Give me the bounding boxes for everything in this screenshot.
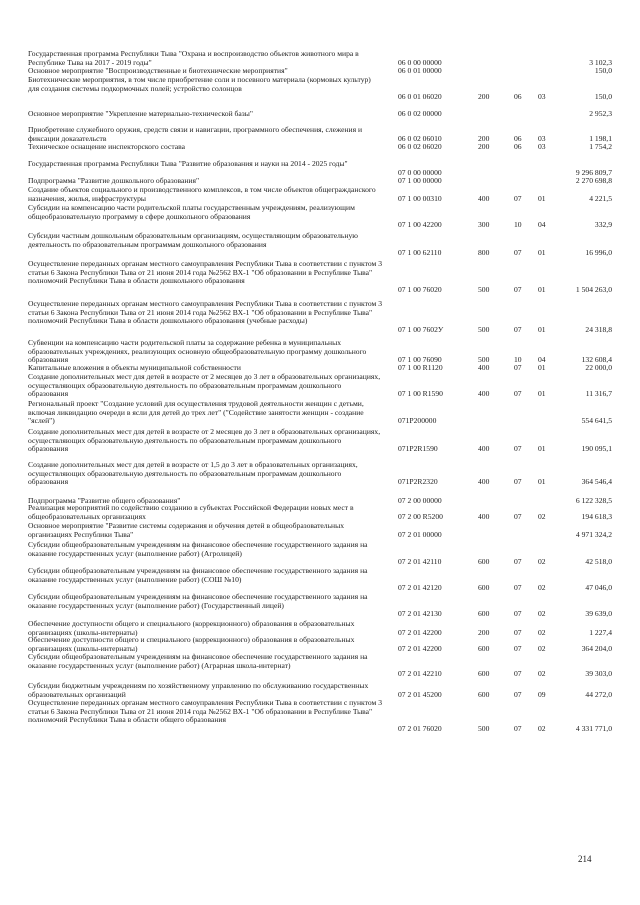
row-pr: 01 — [538, 193, 546, 203]
row-name: Подпрограмма "Развитие дошкольного образования" — [28, 176, 200, 185]
row-pr: 02 — [538, 609, 546, 619]
row-vr: 600 — [478, 689, 490, 699]
row-pr: 01 — [538, 284, 546, 294]
row-name: Создание дополнительных мест для детей в возрасте от 2 месяцев до 3 лет в образовательных организациях, осуществляющих образовательную деятельность по образовательным программам дошкольного образования — [28, 372, 381, 399]
row-pr: 01 — [538, 477, 546, 487]
row-rz: 07 — [514, 389, 522, 399]
row-code: 07 1 00 7602У — [398, 324, 444, 334]
row-code: 07 1 00 R1120 — [398, 363, 443, 372]
row-code: 06 0 02 00000 — [398, 109, 442, 118]
row-name: Субсидии общеобразовательным учреждениям на финансовое обеспечение государственного задания на оказание государственных услуг (выполнение работ) (Агролицей) — [28, 540, 368, 558]
row-code: 07 2 01 45200 — [398, 689, 442, 699]
row-vr: 400 — [478, 511, 490, 521]
row-sum: 194 618,3 — [581, 511, 612, 521]
row-rz: 07 — [514, 444, 522, 454]
row-rz: 10 — [514, 220, 522, 230]
row-rz: 07 — [514, 477, 522, 487]
row-code: 07 1 00 00000 — [398, 176, 442, 185]
row-code: 07 1 00 42200 — [398, 220, 442, 230]
row-name: Биотехнические мероприятия, в том числе приобретение соли и посевного материала (кормовых культур) для создания системы подкормочных полей; устройство солонцов — [28, 75, 371, 93]
row-code: 06 0 01 06020 — [398, 92, 442, 102]
row-pr: 03 — [538, 133, 546, 143]
row-rz: 07 — [514, 723, 522, 733]
row-sum: 16 996,0 — [585, 248, 612, 258]
row-name: Создание дополнительных мест для детей в возрасте от 2 месяцев до 3 лет в образовательных организациях, осуществляющих образовательную деятельность по образовательным программам дошкольного образования — [28, 427, 381, 454]
row-vr: 300 — [478, 220, 490, 230]
row-sum: 4 331 771,0 — [575, 723, 612, 733]
row-rz: 07 — [514, 324, 522, 334]
row-vr: 200 — [478, 142, 490, 151]
row-pr: 02 — [538, 669, 546, 679]
row-sum: 44 272,0 — [585, 689, 612, 699]
row-vr: 500 — [478, 324, 490, 334]
row-sum: 11 316,7 — [585, 389, 612, 399]
row-rz: 07 — [514, 284, 522, 294]
row-pr: 04 — [538, 355, 546, 365]
row-name: Осуществление переданных органам местного самоуправления Республики Тыва в соответствии с пунктом 3 статьи 6 Закона Республики Тыва от 21 июня 2014 года №2562 ВХ-1 "Об образовании в Республике Тыва" полномочий Республики Тыва в области дошкольного образования (учебные расходы) — [28, 299, 382, 326]
row-name: Основное мероприятие "Воспроизводственные и биотехнические мероприятия" — [28, 66, 288, 75]
row-pr: 02 — [538, 723, 546, 733]
row-code: 07 1 00 R1590 — [398, 389, 443, 399]
row-vr: 500 — [478, 284, 490, 294]
row-pr: 01 — [538, 444, 546, 454]
row-pr: 02 — [538, 583, 546, 593]
row-code: 06 0 00 00000 — [398, 57, 442, 67]
row-pr: 01 — [538, 248, 546, 258]
row-code: 07 2 01 42200 — [398, 643, 442, 653]
row-rz: 07 — [514, 627, 522, 637]
row-pr: 01 — [538, 389, 546, 399]
row-code: 07 2 01 42110 — [398, 557, 442, 567]
row-pr: 02 — [538, 627, 546, 637]
row-rz: 07 — [514, 609, 522, 619]
row-rz: 10 — [514, 355, 522, 365]
row-pr: 01 — [538, 363, 546, 372]
row-code: 07 2 01 42200 — [398, 627, 442, 637]
row-rz: 07 — [514, 689, 522, 699]
row-rz: 06 — [514, 92, 522, 102]
row-sum: 1 198,1 — [589, 133, 612, 143]
row-vr: 600 — [478, 583, 490, 593]
row-pr: 03 — [538, 142, 546, 151]
row-code: 07 0 00 00000 — [398, 167, 442, 177]
row-vr: 600 — [478, 557, 490, 567]
row-sum: 4 221,5 — [589, 193, 612, 203]
row-name: Субсидии общеобразовательным учреждениям на финансовое обеспечение государственного задания на оказание государственных услуг (выполнение работ) (Государственный лицей) — [28, 592, 368, 610]
row-rz: 07 — [514, 193, 522, 203]
row-sum: 3 102,3 — [589, 57, 612, 67]
row-sum: 2 270 698,8 — [575, 176, 612, 185]
row-vr: 400 — [478, 444, 490, 454]
row-sum: 190 095,1 — [581, 444, 612, 454]
row-rz: 07 — [514, 511, 522, 521]
row-sum: 22 000,0 — [585, 363, 612, 372]
row-sum: 24 318,8 — [585, 324, 612, 334]
row-name: Основное мероприятие "Укрепление материально-технической базы" — [28, 109, 253, 118]
row-name: Субсидии общеобразовательным учреждениям на финансовое обеспечение государственного задания на оказание государственных услуг (выполнение работ) (Аграрная школа-интернат) — [28, 652, 368, 670]
row-rz: 07 — [514, 583, 522, 593]
row-code: 06 0 02 06010 — [398, 133, 442, 143]
row-rz: 07 — [514, 669, 522, 679]
row-name: Субвенции на компенсацию части родительской платы за содержание ребенка в муниципальных образовательных учреждениях, реализующих основную общеобразовательную программу дошкольного образования — [28, 338, 367, 365]
row-sum: 554 641,5 — [581, 416, 612, 426]
row-vr: 600 — [478, 669, 490, 679]
row-vr: 200 — [478, 133, 490, 143]
row-sum: 42 518,0 — [585, 557, 612, 567]
row-vr: 600 — [478, 643, 490, 653]
row-code: 07 2 01 42130 — [398, 609, 442, 619]
row-sum: 9 296 809,7 — [575, 167, 612, 177]
row-name: Региональный проект "Создание условий для осуществления трудовой деятельности женщин с детьми, включая ликвидацию очереди в ясли для детей до трех лет" ("Содействие занятости женщин - создание "яслей") — [28, 399, 364, 426]
row-vr: 400 — [478, 477, 490, 487]
row-vr: 400 — [478, 193, 490, 203]
row-code: 07 1 00 76090 — [398, 355, 442, 365]
row-code: 071P2R1590 — [398, 444, 438, 454]
row-vr: 600 — [478, 609, 490, 619]
row-name: Обеспечение доступности общего и специального (коррекционного) образования в образовательных организациях (школы-интернаты) — [28, 635, 355, 653]
row-name: Субсидии на компенсацию части родительской платы государственным учреждениям, реализующим общеобразовательную программу в сфере дошкольного образования — [28, 203, 355, 221]
row-name: Государственная программа Республики Тыва "Охрана и воспроизводство объектов животного мира в Республике Тыва на 2017 - 2019 годы" — [28, 49, 359, 67]
page-number: 214 — [578, 854, 592, 864]
row-pr: 04 — [538, 220, 546, 230]
row-rz: 07 — [514, 363, 522, 372]
row-code: 07 2 01 42210 — [398, 669, 442, 679]
row-sum: 2 952,3 — [589, 109, 612, 118]
row-pr: 01 — [538, 324, 546, 334]
row-name: Создание объектов социального и производственного комплексов, в том числе объектов общегражданского назначения, жилья, инфраструктуры — [28, 185, 376, 203]
row-name: Осуществление переданных органам местного самоуправления Республики Тыва в соответствии с пунктом 3 статьи 6 Закона Республики Тыва от 21 июня 2014 года №2562 ВХ-1 "Об образовании в Республике Тыва" полномочий Республики Тыва в области общего образования — [28, 698, 382, 725]
row-rz: 07 — [514, 643, 522, 653]
row-code: 071P200000 — [398, 416, 437, 426]
row-code: 06 0 02 06020 — [398, 142, 442, 151]
row-code: 07 2 01 76020 — [398, 723, 442, 733]
row-name: Осуществление переданных органам местного самоуправления Республики Тыва в соответствии с пунктом 3 статьи 6 Закона Республики Тыва от 21 июня 2014 года №2562 ВХ-1 "Об образовании в Республике Тыва" полномочий Республики Тыва в области дошкольного образования — [28, 259, 382, 286]
row-name: Техническое оснащение инспекторского состава — [28, 142, 185, 151]
row-sum: 364 546,4 — [581, 477, 612, 487]
row-rz: 06 — [514, 142, 522, 151]
row-name: Основное мероприятие "Развитие системы содержания и обучения детей в общеобразовательных организациях Республики Тыва" — [28, 521, 345, 539]
row-name: Субсидии общеобразовательным учреждениям на финансовое обеспечение государственного задания на оказание государственных услуг (выполнение работ) (СОШ №10) — [28, 566, 368, 584]
row-pr: 02 — [538, 557, 546, 567]
row-code: 07 1 00 62110 — [398, 248, 442, 258]
row-vr: 400 — [478, 389, 490, 399]
row-code: 07 2 00 R5200 — [398, 511, 443, 521]
row-name: Подпрограмма "Развитие общего образования" — [28, 496, 181, 505]
row-code: 07 1 00 00310 — [398, 193, 442, 203]
row-sum: 47 046,0 — [585, 583, 612, 593]
row-name: Приобретение служебного оружия, средств связи и навигации, программного обеспечения, слежения и фиксации доказательств — [28, 125, 363, 143]
row-vr: 400 — [478, 363, 490, 372]
row-name: Субсидии частным дошкольным образовательным организациям, осуществляющим образовательную деятельность по образовательным программам дошкольного образования — [28, 231, 358, 249]
row-pr: 03 — [538, 92, 546, 102]
row-code: 07 2 00 00000 — [398, 496, 442, 505]
row-sum: 132 608,4 — [581, 355, 612, 365]
row-code: 071P2R2320 — [398, 477, 438, 487]
row-vr: 200 — [478, 92, 490, 102]
row-sum: 39 303,0 — [585, 669, 612, 679]
row-name: Реализация мероприятий по содействию созданию в субъектах Российской Федерации новых мест в общеобразовательных организациях — [28, 503, 354, 521]
row-rz: 07 — [514, 248, 522, 258]
row-vr: 200 — [478, 627, 490, 637]
row-code: 06 0 01 00000 — [398, 66, 442, 75]
row-rz: 06 — [514, 133, 522, 143]
row-pr: 09 — [538, 689, 546, 699]
row-sum: 150,0 — [594, 66, 612, 75]
row-code: 07 1 00 76020 — [398, 284, 442, 294]
row-code: 07 2 01 00000 — [398, 529, 442, 539]
row-name: Капитальные вложения в объекты муниципальной собственности — [28, 363, 241, 372]
row-name: Субсидии бюджетным учреждениям по хозяйственному управлению по обслуживанию государственных образовательных организаций — [28, 681, 369, 699]
row-sum: 1 504 263,0 — [575, 284, 612, 294]
row-vr: 800 — [478, 248, 490, 258]
row-sum: 1 227,4 — [589, 627, 612, 637]
row-name: Государственная программа Республики Тыва "Развитие образования и науки на 2014 - 2025 годы" — [28, 159, 348, 168]
row-sum: 332,9 — [594, 220, 612, 230]
row-rz: 07 — [514, 557, 522, 567]
row-pr: 02 — [538, 511, 546, 521]
row-sum: 364 204,0 — [581, 643, 612, 653]
row-name: Создание дополнительных мест для детей в возрасте от 1,5 до 3 лет в образовательных организациях, осуществляющих образовательную деятельность по образовательным программам дошкольного образования — [28, 460, 358, 487]
row-sum: 1 754,2 — [589, 142, 612, 151]
row-sum: 39 639,0 — [585, 609, 612, 619]
row-sum: 150,0 — [594, 92, 612, 102]
row-vr: 500 — [478, 723, 490, 733]
row-code: 07 2 01 42120 — [398, 583, 442, 593]
row-name: Обеспечение доступности общего и специального (коррекционного) образования в образовательных организациях (школы-интернаты) — [28, 619, 355, 637]
row-sum: 4 971 324,2 — [575, 529, 612, 539]
row-vr: 500 — [478, 355, 490, 365]
row-pr: 02 — [538, 643, 546, 653]
row-sum: 6 122 328,5 — [575, 496, 612, 505]
